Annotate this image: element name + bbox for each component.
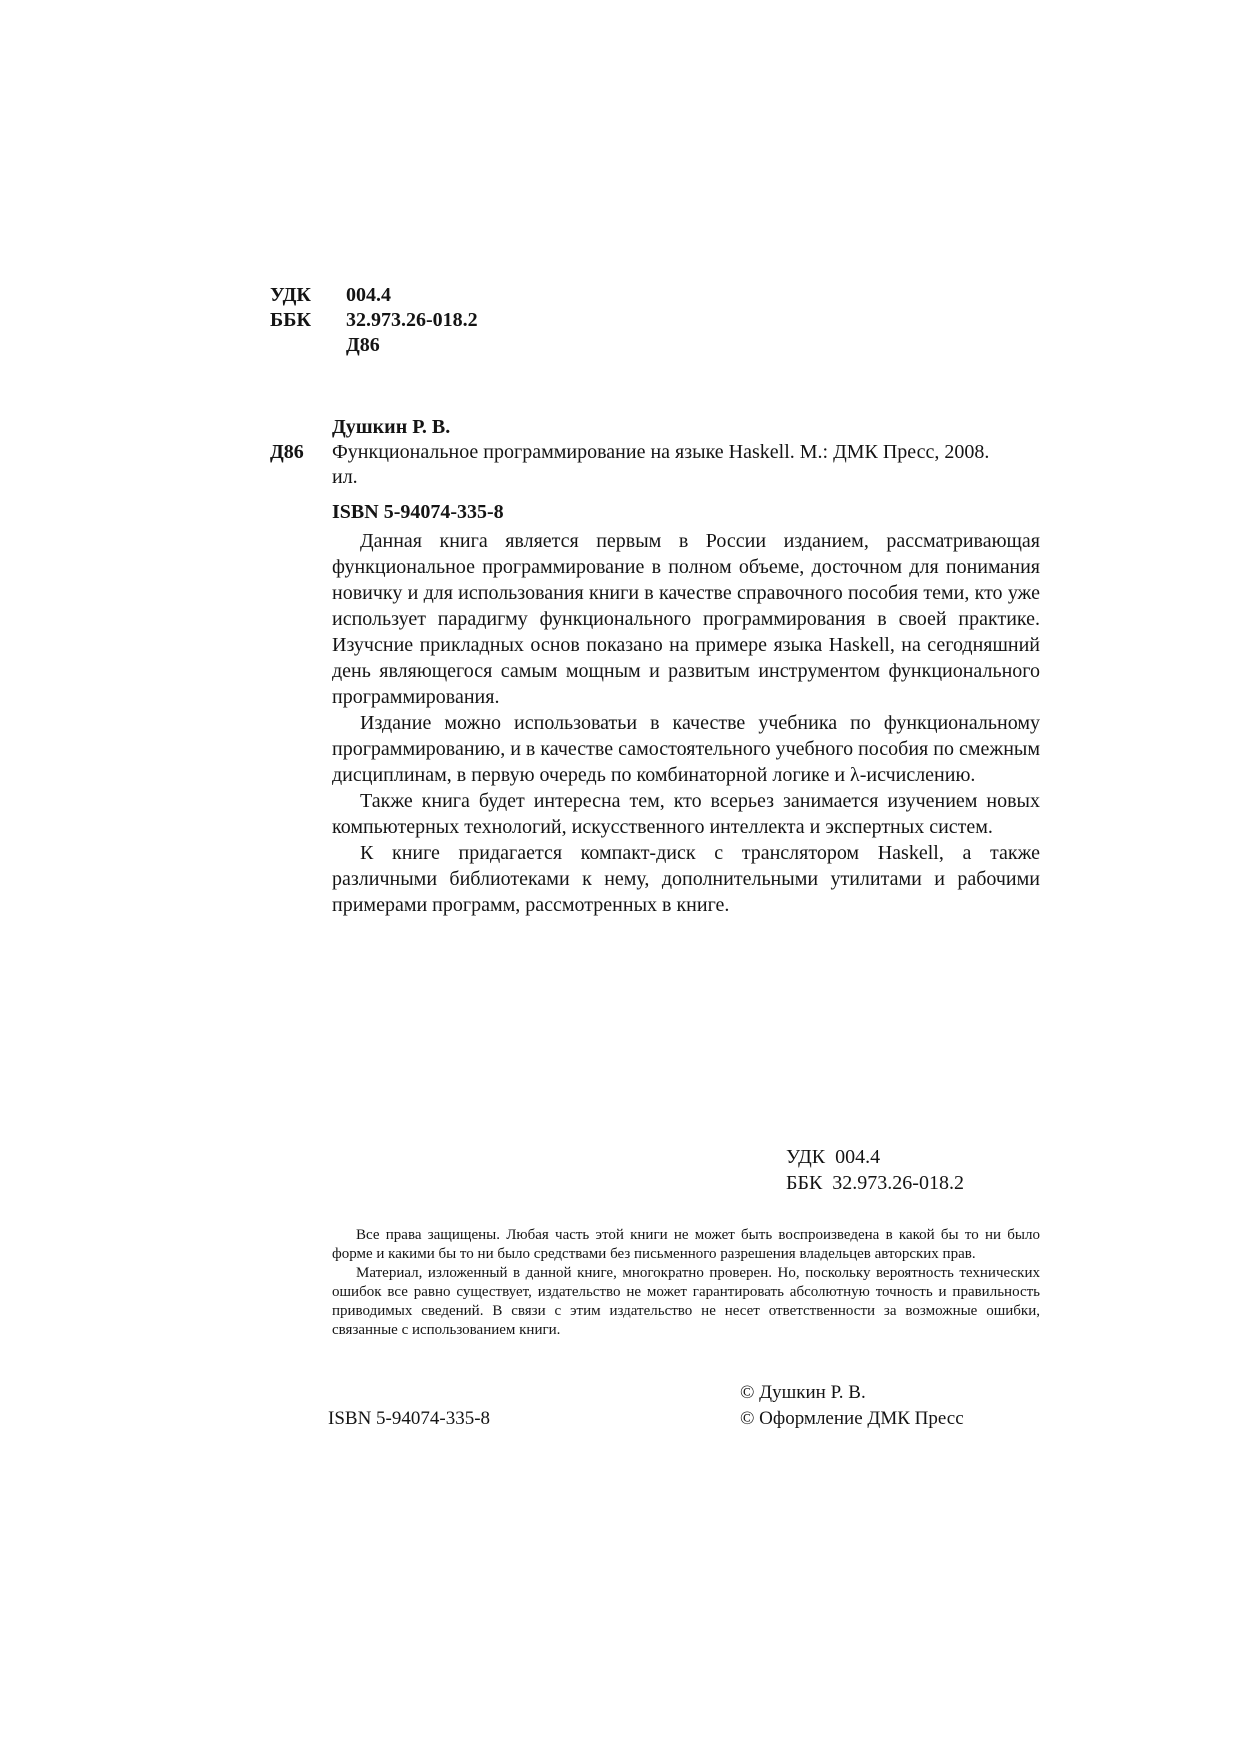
bbk-bottom: ББК 32.973.26-018.2 bbox=[786, 1172, 964, 1194]
classification-codes bbox=[270, 283, 478, 358]
copyright-author: © Душкин Р. В. bbox=[740, 1382, 866, 1403]
bibliographic-record bbox=[270, 415, 1040, 525]
illustrations-line bbox=[270, 465, 1040, 490]
isbn: ISBN 5-94074-335-8 bbox=[332, 501, 504, 523]
udk-bottom: УДК 004.4 bbox=[786, 1146, 881, 1168]
annotation-paragraph: К книге придагается компакт-диск с транслятором Haskell, а также различными библиотеками к нему, дополнительными утилитами и рабочими примерами программ, рассмотренных в книге. bbox=[332, 842, 1040, 916]
copyright-design: © Оформление ДМК Пресс bbox=[740, 1408, 964, 1429]
classification-codes-bottom bbox=[786, 1144, 964, 1196]
rights-paragraph: Материал, изложенный в данной книге, многократно проверен. Но, поскольку вероятность технических ошибок все равно существует, издательство не может гарантировать абсолютную точность и правильность приводимых сведений. В связи с этим издательство не несет ответственности за возможные ошибки, связанные с использованием книги. bbox=[332, 1265, 1040, 1338]
bbk-label: ББК bbox=[270, 309, 311, 331]
book-title: Функциональное программирование на языке Haskell. М.: ДМК Пресс, 2008. bbox=[332, 441, 990, 463]
annotation-paragraph: Данная книга является первым в России изданием, рассматривающая функциональное программирование в полном объеме, досточном для понимания новичку и для использования книги в качестве справочного пособия теми, кто уже использует парадигму функционального программирования в своей практике. Изучсние прикладных основ показано на примере языка Haskell, на сегодняшний день являющегося самым мощным и развитым инструментом функционального программирования. bbox=[332, 530, 1040, 708]
bib-mark: Д86 bbox=[270, 441, 304, 463]
rights-notice bbox=[332, 1226, 1040, 1340]
copyright-block bbox=[740, 1380, 964, 1432]
illustrations: ил. bbox=[332, 466, 358, 488]
isbn-footer: ISBN 5-94074-335-8 bbox=[328, 1408, 491, 1429]
title-line bbox=[270, 440, 1040, 465]
annotation-paragraph: Издание можно использоватьи в качестве учебника по функциональному программированию, и в качестве самостоятельного учебного пособия по смежным дисциплинам, в первую очередь по комбинаторной логике и λ-исчислению. bbox=[332, 712, 1040, 786]
author-mark: Д86 bbox=[346, 334, 380, 356]
udk-row bbox=[270, 283, 478, 308]
bbk-value: 32.973.26-018.2 bbox=[346, 309, 478, 331]
author-name: Душкин Р. В. bbox=[332, 416, 451, 438]
bbk-row bbox=[270, 308, 478, 333]
annotation bbox=[332, 528, 1040, 918]
author-line bbox=[270, 415, 1040, 440]
rights-paragraph: Все права защищены. Любая часть этой книги не может быть воспроизведена в какой бы то ни было форме и какими бы то ни было средствами без письменного разрешения владельцев авторских прав. bbox=[332, 1227, 1040, 1262]
annotation-paragraph: Также книга будет интересна тем, кто всерьез занимается изучением новых компьютерных технологий, искусственного интеллекта и экспертных систем. bbox=[332, 790, 1040, 838]
udk-label: УДК bbox=[270, 284, 311, 306]
author-mark-row bbox=[270, 333, 478, 358]
udk-value: 004.4 bbox=[346, 284, 391, 306]
isbn-line bbox=[270, 500, 1040, 525]
